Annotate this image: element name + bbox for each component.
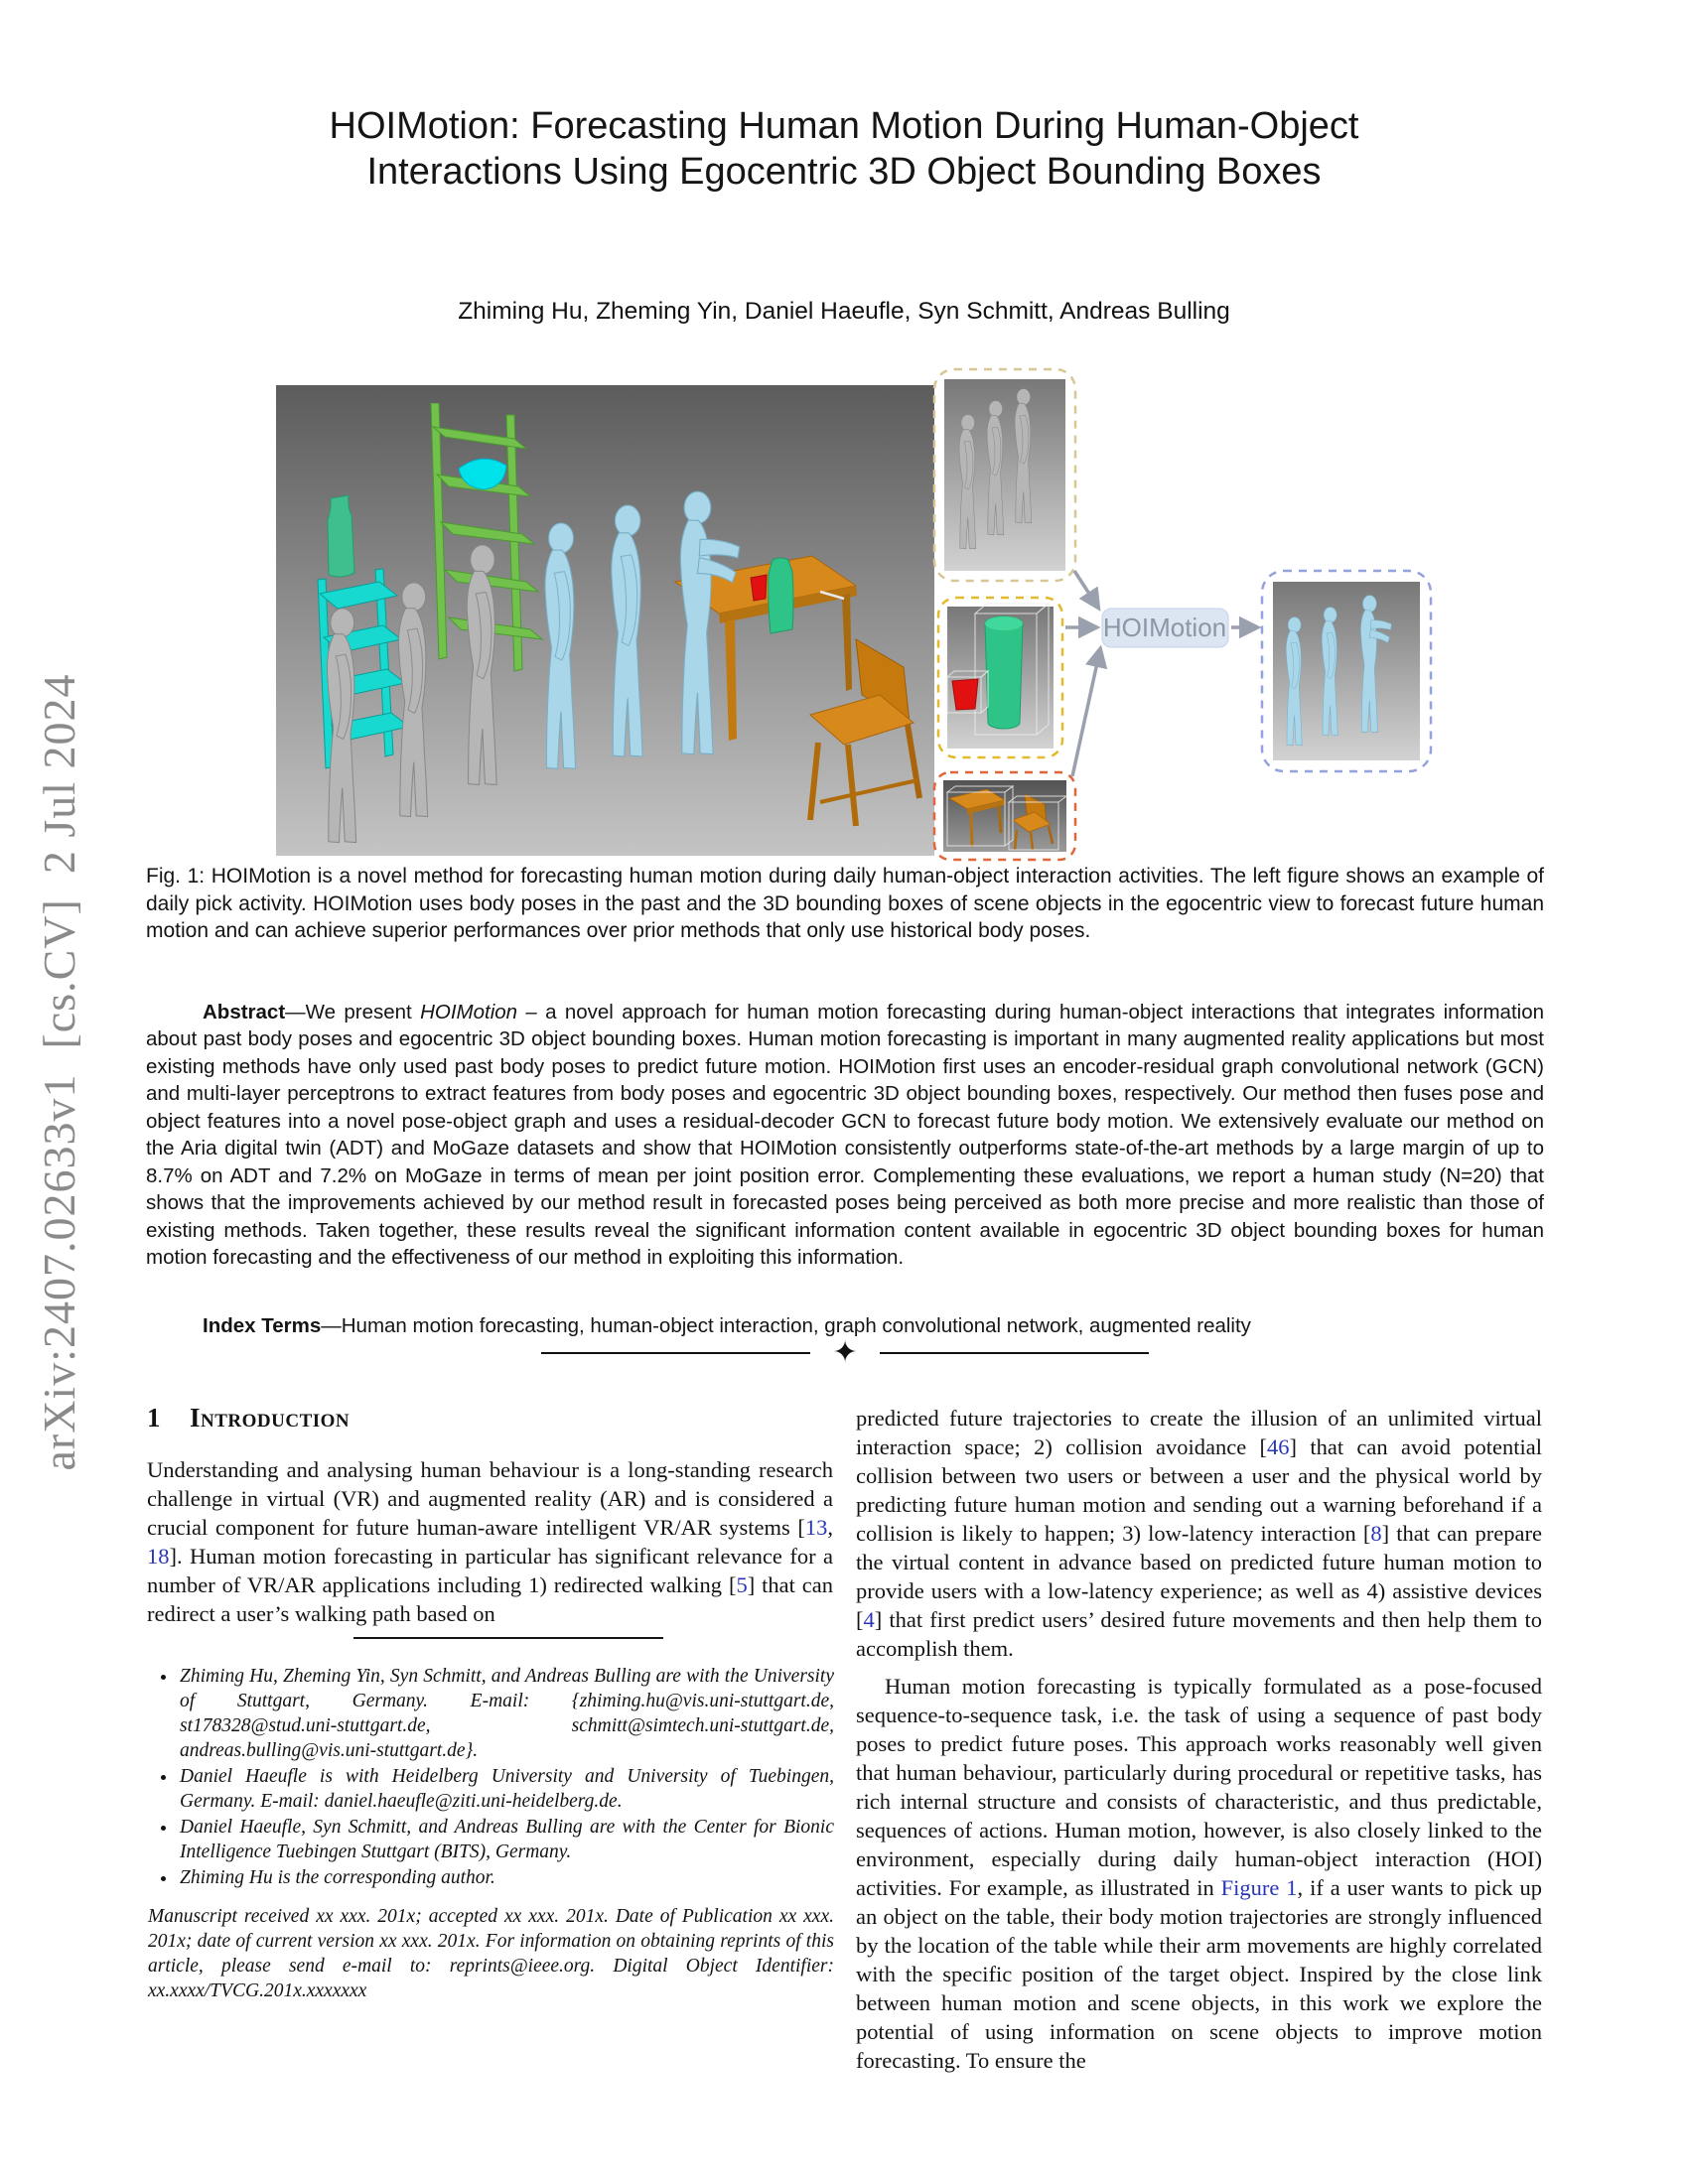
- text-run: ] that can prepare the virtual content in advance based on predicted future human motion to provide users with a low-latency experience; as well as 4) assistive devices [: [856, 1521, 1542, 1632]
- diamond-icon: ✦: [832, 1336, 858, 1369]
- hoimotion-box-label: HOIMotion: [1102, 613, 1227, 642]
- footnotes: [148, 1664, 834, 2023]
- section-number: 1: [147, 1403, 161, 1433]
- scene-main: [276, 385, 934, 856]
- footnote-item: • Daniel Haeufle, Syn Schmitt, and Andreas Bulling are with the Center for Bionic Intelligence Tuebingen Stuttgart (BITS), Germany.: [178, 1815, 834, 1864]
- text-run: ]. Human motion forecasting in particular has significant relevance for a number of VR/AR applications including 1) redirected walking [: [147, 1544, 833, 1597]
- citation-link[interactable]: 8: [1370, 1521, 1382, 1546]
- column-left: [147, 1404, 833, 1628]
- citation-link[interactable]: 46: [1267, 1434, 1290, 1459]
- abstract-method-name: HOIMotion: [420, 1000, 518, 1024]
- bbox-green-bottle: [985, 616, 1023, 729]
- index-terms-body: —Human motion forecasting, human-object interaction, graph convolutional network, augmented reality: [321, 1313, 1251, 1337]
- citation-link[interactable]: 4: [863, 1607, 875, 1632]
- abstract-lead: —We present: [285, 1000, 421, 1024]
- abstract-label: Abstract: [203, 1000, 286, 1024]
- footnote-item: • Zhiming Hu is the corresponding author.: [178, 1865, 834, 1890]
- citation-link[interactable]: 5: [736, 1572, 748, 1597]
- footnote-item: • Zhiming Hu, Zheming Yin, Syn Schmitt, and Andreas Bulling are with the University of Stuttgart, Germany. E-mail: {zhiming.hu@vis.uni-stuttgart.de, st178328@stud.uni-stuttgart.de, schmitt@simtech.uni-stuttgart.de, andreas.bulling@vis.uni-stuttgart.de}.: [178, 1664, 834, 1763]
- text-run: ] that can avoid potential collision between two users or between a user and the physical world by predicting future human motion and sending out a warning beforehand if a collision is likely to happen; 3) low-latency interaction [: [856, 1434, 1543, 1546]
- citation-link[interactable]: 13: [804, 1515, 828, 1540]
- intro-paragraph-right-1: [856, 1404, 1542, 1663]
- panel-furniture-bboxes: [934, 772, 1075, 860]
- text-run: predicted future trajectories to create the illusion of an unlimited virtual interaction space; 2) collision avoidance [: [856, 1406, 1542, 1459]
- section-separator: [541, 1336, 1149, 1369]
- text-run: ] that first predict users’ desired future movements and then help them to accomplish them.: [856, 1607, 1542, 1661]
- paper-title: HOIMotion: Forecasting Human Motion During Human-Object Interactions Using Egocentric 3D Object Bounding Boxes: [329, 105, 1359, 193]
- text-run: Human motion forecasting is typically formulated as a pose-focused sequence-to-sequence task, i.e. the task of using a sequence of past body poses to predict future poses. This approach works reasonably well given that human behaviour, particularly during procedural or repetitive tasks, has rich internal structure and consists of characteristic, and thus predictable, sequences of actions. Human motion, however, is also closely linked to the environment, especially during daily human-object interaction (HOI) activities. For example, as illustrated in: [856, 1674, 1542, 1900]
- red-cup: [751, 575, 767, 601]
- title-block: [0, 103, 1688, 195]
- separator-line-left: [541, 1352, 810, 1355]
- index-terms-label: Index Terms: [203, 1313, 322, 1337]
- intro-paragraph-right-2: [856, 1672, 1542, 2075]
- manuscript-note: Manuscript received xx xxx. 201x; accepted xx xxx. 201x. Date of Publication xx xxx. 201x; date of current version xx xxx. 201x. For information on obtaining reprints of this article, please send e-mail to: reprints@ieee.org. Digital Object Identifier: xx.xxxx/TVCG.201x.xxxxxxx: [148, 1906, 834, 2001]
- abstract: [146, 999, 1544, 1272]
- arrow-past-poses-to-box: [1074, 571, 1098, 608]
- abstract-body: – a novel approach for human motion forecasting during human-object interactions that integrates information about past body poses and egocentric 3D object bounding boxes. Human motion forecasting is important in many augmented reality applications but most existing methods have only used past body poses to predict future motion. HOIMotion first uses an encoder-residual graph convolutional network (GCN) and multi-layer perceptrons to extract features from body poses and egocentric 3D object bounding boxes, respectively. Our method then fuses pose and object features into a novel pose-object graph and uses a residual-decoder GCN to forecast future body motion. We extensively evaluate our method on the Aria digital twin (ADT) and MoGaze datasets and show that HOIMotion consistently outperforms state-of-the-art methods by a large margin of up to 8.7% on ADT and 7.2% on MoGaze in terms of mean per joint position error. Complementing these evaluations, we report a human study (N=20) that shows that the improvements achieved by our method result in forecasted poses being perceived as both more precise and more realistic than those of existing methods. Taken together, these results reveal the significant information content available in egocentric 3D object bounding boxes for human motion forecasting and the effectiveness of our method in exploiting this information.: [146, 1000, 1544, 1269]
- text-run: ] that can redirect a user’s walking path based on: [147, 1572, 833, 1626]
- affiliation-list: [148, 1664, 834, 1890]
- text-run: Understanding and analysing human behaviour is a long-standing research challenge in virtual (VR) and augmented reality (AR) and is considered a crucial component for future human-aware intelligent VR/AR systems [: [147, 1457, 833, 1540]
- section-title: Introduction: [190, 1403, 351, 1433]
- column-right: [856, 1404, 1542, 2075]
- section-heading: [147, 1404, 833, 1433]
- index-terms: [146, 1312, 1544, 1340]
- footnote-item: • Daniel Haeufle is with Heidelberg University and University of Tuebingen, Germany. E-mail: daniel.haeufle@ziti.uni-heidelberg.de.: [178, 1764, 834, 1814]
- figure-caption: Fig. 1: HOIMotion is a novel method for forecasting human motion during daily human-object interaction activities. The left figure shows an example of daily pick activity. HOIMotion uses body poses in the past and the 3D bounding boxes of scene objects in the egocentric view to forecast future human motion and can achieve superior performances over prior methods that only use historical body poses.: [146, 865, 1544, 942]
- citation-link[interactable]: 18: [147, 1544, 170, 1569]
- figure-reference-link[interactable]: Figure 1: [1220, 1875, 1298, 1900]
- hoimotion-box: [1102, 609, 1228, 647]
- author-list: Zhiming Hu, Zheming Yin, Daniel Haeufle, Syn Schmitt, Andreas Bulling: [458, 298, 1230, 325]
- intro-paragraph-left: [147, 1455, 833, 1628]
- panel-predicted-poses: [1262, 571, 1431, 771]
- panel-object-bboxes: [938, 598, 1062, 757]
- pipeline-arrows: [1065, 571, 1257, 776]
- panel-past-poses: [934, 369, 1075, 581]
- bbox-red-cup: [952, 679, 978, 710]
- text-run: ,: [827, 1515, 833, 1540]
- figure-1: [268, 367, 1450, 864]
- arxiv-banner: arXiv:2407.02633v1 [cs.CV] 2 Jul 2024: [34, 673, 84, 1471]
- green-bottle: [769, 558, 793, 633]
- arrow-furniture-to-box: [1072, 649, 1100, 776]
- text-run: , if a user wants to pick up an object on the table, their body motion trajectories are strongly influenced by the location of the table while their arm movements are highly correlated with the specific position of the target object. Inspired by the close link between human motion and scene objects, in this work we explore the potential of using information on scene objects to improve motion forecasting. To ensure the: [856, 1875, 1542, 2073]
- footnote-rule: [353, 1637, 663, 1639]
- separator-line-right: [880, 1352, 1149, 1355]
